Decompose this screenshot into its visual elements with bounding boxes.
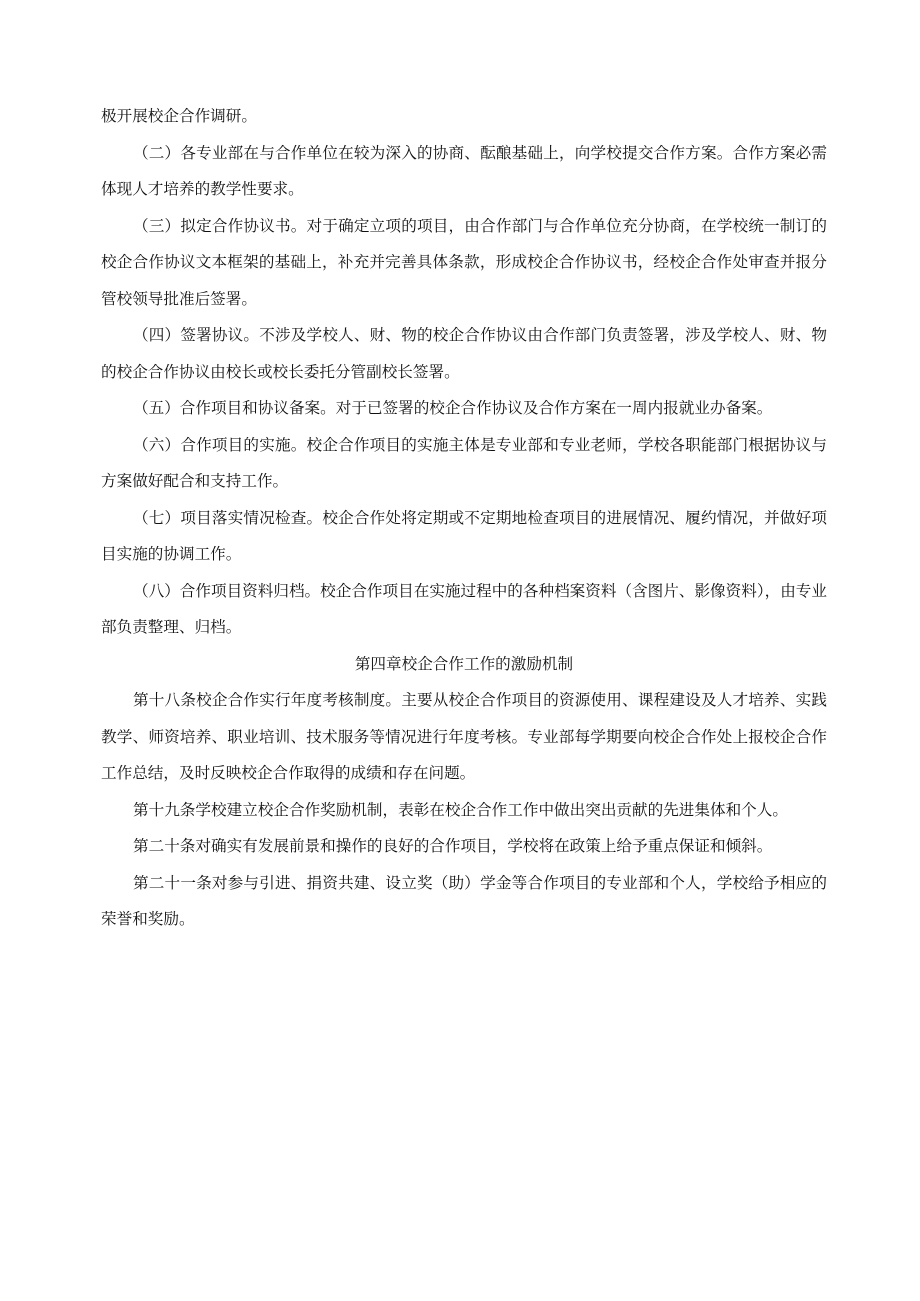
paragraph-item-6: （六）合作项目的实施。校企合作项目的实施主体是专业部和专业老师，学校各职能部门根据协议与方案做好配合和支持工作。	[101, 435, 827, 490]
paragraph-item-5: （五）合作项目和协议备案。对于已签署的校企合作协议及合作方案在一周内报就业办备案。	[133, 399, 773, 417]
chapter-heading: 第四章校企合作工作的激励机制	[354, 654, 574, 673]
article-19: 第十九条学校建立校企合作奖励机制，表彰在校企合作工作中做出突出贡献的先进集体和个人。	[133, 800, 788, 819]
paragraph-item-8: （八）合作项目资料归档。校企合作项目在实施过程中的各种档案资料（含图片、影像资料），由专业部负责整理、归档。	[101, 581, 827, 636]
article-21: 第二十一条对参与引进、捐资共建、设立奖（助）学金等合作项目的专业部和个人，学校给予相应的荣誉和奖励。	[101, 873, 827, 928]
document-body	[101, 98, 827, 938]
paragraph-continuation: 极开展校企合作调研。	[101, 107, 257, 125]
article-18: 第十八条校企合作实行年度考核制度。主要从校企合作项目的资源使用、课程建设及人才培养、实践教学、师资培养、职业培训、技术服务等情况进行年度考核。专业部每学期要向校企合作处上报校企合作工作总结，及时反映校企合作取得的成绩和存在问题。	[101, 691, 827, 782]
article-20: 第二十条对确实有发展前景和操作的良好的合作项目，学校将在政策上给予重点保证和倾斜。	[133, 837, 773, 855]
paragraph-item-3: （三）拟定合作协议书。对于确定立项的项目，由合作部门与合作单位充分协商，在学校统一制订的校企合作协议文本框架的基础上，补充并完善具体条款，形成校企合作协议书，经校企合作处审查并报分管校领导批准后签署。	[101, 216, 827, 308]
paragraph-item-7: （七）项目落实情况检查。校企合作处将定期或不定期地检查项目的进展情况、履约情况，并做好项目实施的协调工作。	[101, 508, 827, 563]
paragraph-item-2: （二）各专业部在与合作单位在较为深入的协商、酝酿基础上，向学校提交合作方案。合作方案必需体现人才培养的教学性要求。	[101, 143, 827, 198]
paragraph-item-4: （四）签署协议。不涉及学校人、财、物的校企合作协议由合作部门负责签署，涉及学校人、财、物的校企合作协议由校长或校长委托分管副校长签署。	[101, 326, 827, 381]
